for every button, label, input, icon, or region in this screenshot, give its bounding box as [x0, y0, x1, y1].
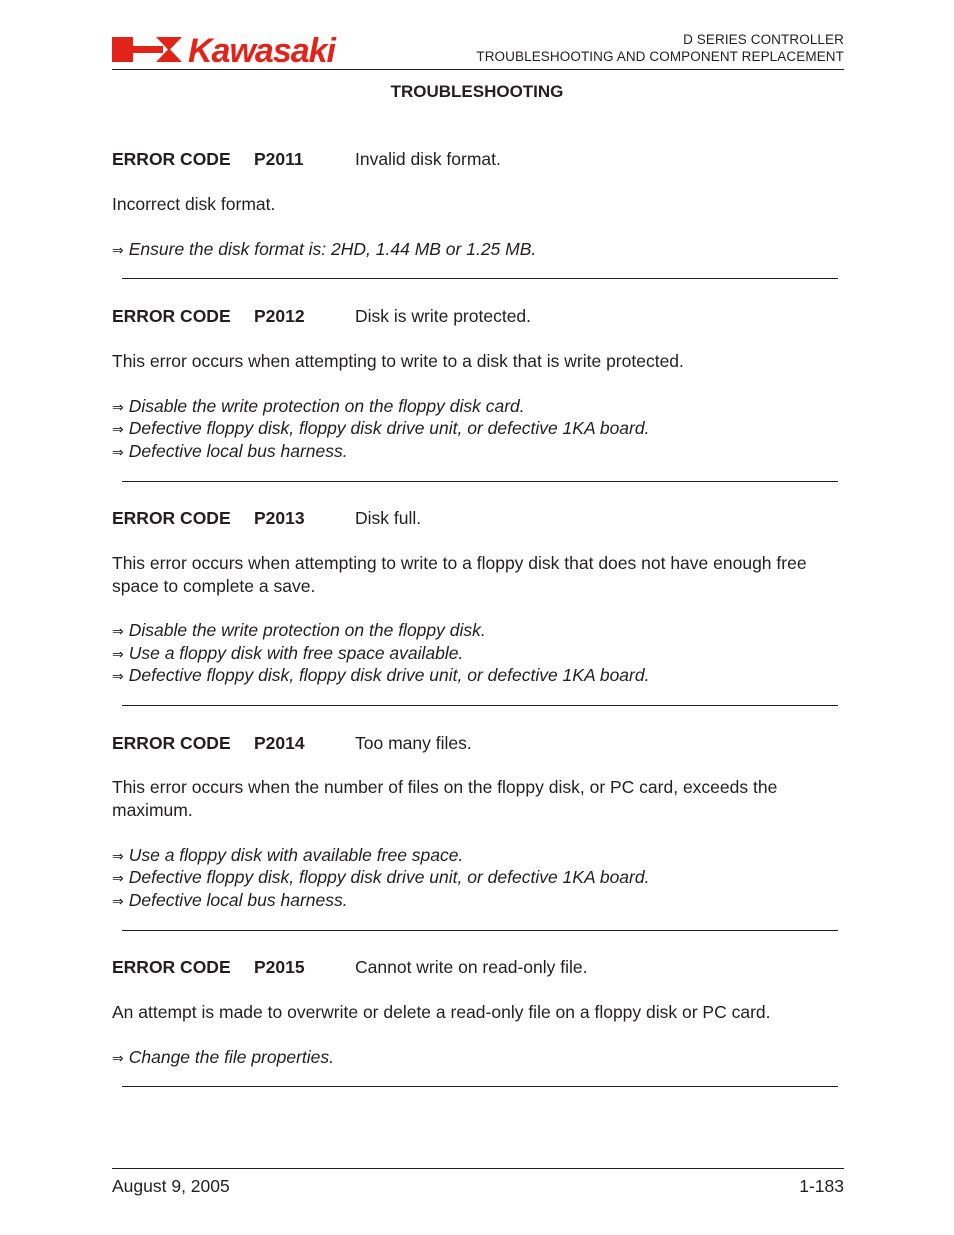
- error-code-number: P2014: [254, 733, 305, 753]
- error-code-number: P2013: [254, 508, 305, 528]
- header-series: D SERIES CONTROLLER: [683, 32, 844, 47]
- action-item: ⇒ Defective local bus harness.: [112, 441, 348, 461]
- section-separator: [122, 705, 838, 706]
- arrow-icon: ⇒: [112, 624, 124, 640]
- header-rule: [112, 69, 844, 70]
- error-code-number: P2015: [254, 957, 305, 977]
- kawasaki-logo: [112, 31, 390, 67]
- footer-rule: [112, 1168, 844, 1169]
- error-code-label: ERROR CODE: [112, 957, 231, 977]
- action-item: ⇒ Disable the write protection on the floppy disk.: [112, 620, 486, 640]
- error-summary: Invalid disk format.: [355, 149, 501, 169]
- error-summary: Cannot write on read-only file.: [355, 957, 588, 977]
- error-heading: [112, 956, 588, 978]
- section-separator: [122, 481, 838, 482]
- error-code-label: ERROR CODE: [112, 306, 231, 326]
- footer-date: August 9, 2005: [112, 1176, 230, 1196]
- error-code-label: ERROR CODE: [112, 149, 231, 169]
- section-separator: [122, 278, 838, 279]
- action-item: ⇒ Change the file properties.: [112, 1047, 335, 1067]
- action-item: ⇒ Disable the write protection on the floppy disk card.: [112, 396, 525, 416]
- action-item: ⇒ Defective floppy disk, floppy disk drive unit, or defective 1KA board.: [112, 665, 650, 685]
- error-code-label: ERROR CODE: [112, 508, 231, 528]
- page-title: TROUBLESHOOTING: [390, 82, 564, 101]
- error-summary: Disk is write protected.: [355, 306, 532, 326]
- error-description: Incorrect disk format.: [112, 194, 276, 214]
- arrow-icon: ⇒: [112, 669, 124, 685]
- error-summary: Too many files.: [355, 733, 472, 753]
- action-item: ⇒ Use a floppy disk with available free space.: [112, 845, 464, 865]
- section-separator: [122, 930, 838, 931]
- arrow-icon: ⇒: [112, 894, 124, 910]
- action-item: ⇒ Ensure the disk format is: 2HD, 1.44 MB or 1.25 MB.: [112, 239, 537, 259]
- error-description: This error occurs when attempting to write to a disk that is write protected.: [112, 351, 684, 371]
- action-item: ⇒ Defective floppy disk, floppy disk drive unit, or defective 1KA board.: [112, 867, 650, 887]
- arrow-icon: ⇒: [112, 1051, 124, 1067]
- page-number: 1-183: [799, 1176, 844, 1196]
- arrow-icon: ⇒: [112, 849, 124, 865]
- error-description: This error occurs when the number of files on the floppy disk, or PC card, exceeds the maximum.: [112, 777, 778, 820]
- arrow-icon: ⇒: [112, 422, 124, 438]
- action-item: ⇒ Use a floppy disk with free space available.: [112, 643, 464, 663]
- action-item: ⇒ Defective local bus harness.: [112, 890, 348, 910]
- arrow-icon: ⇒: [112, 871, 124, 887]
- error-code-label: ERROR CODE: [112, 733, 231, 753]
- arrow-icon: ⇒: [112, 445, 124, 461]
- error-description: This error occurs when attempting to write to a floppy disk that does not have enough free space to complete a save.: [112, 553, 807, 596]
- document-header: [476, 31, 844, 65]
- section-separator: [122, 1086, 838, 1087]
- error-code-number: P2011: [254, 149, 304, 169]
- error-heading: [112, 507, 422, 529]
- arrow-icon: ⇒: [112, 243, 124, 259]
- error-summary: Disk full.: [355, 508, 422, 528]
- error-code-number: P2012: [254, 306, 305, 326]
- error-description: An attempt is made to overwrite or delete a read-only file on a floppy disk or PC card.: [112, 1002, 771, 1022]
- svg-text:Kawasaki: Kawasaki: [188, 32, 335, 67]
- error-heading: [112, 305, 532, 327]
- arrow-icon: ⇒: [112, 400, 124, 416]
- error-heading: [112, 148, 501, 170]
- header-chapter: TROUBLESHOOTING AND COMPONENT REPLACEMENT: [476, 49, 844, 64]
- error-heading: [112, 732, 472, 754]
- action-item: ⇒ Defective floppy disk, floppy disk drive unit, or defective 1KA board.: [112, 418, 650, 438]
- arrow-icon: ⇒: [112, 647, 124, 663]
